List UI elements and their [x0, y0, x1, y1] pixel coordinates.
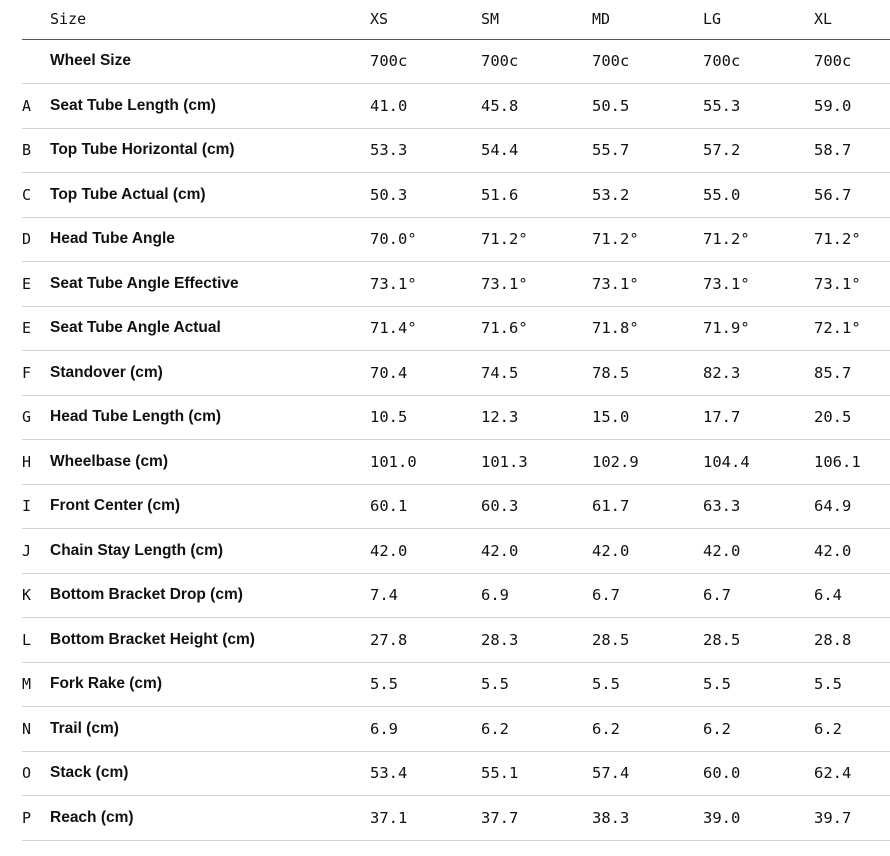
value-lg: 63.3: [703, 497, 741, 516]
value-xl: 42.0: [814, 541, 852, 560]
row-label: Bottom Bracket Height (cm): [50, 630, 255, 648]
header-row: [22, 0, 890, 39]
value-xl: 85.7: [814, 363, 852, 382]
table-row: [22, 128, 890, 173]
header-size-sm: SM: [481, 0, 592, 39]
value-xs: 7.4: [370, 586, 398, 605]
value-md: 55.7: [592, 141, 630, 160]
value-md: 42.0: [592, 541, 630, 560]
value-xl: 56.7: [814, 185, 852, 204]
value-sm: 700c: [481, 52, 519, 71]
row-letter: B: [22, 141, 32, 160]
value-xs: 6.9: [370, 719, 398, 738]
value-xs: 41.0: [370, 96, 408, 115]
table-row: [22, 84, 890, 129]
value-md: 78.5: [592, 363, 630, 382]
row-label: Wheelbase (cm): [50, 452, 169, 470]
row-letter: D: [22, 230, 32, 249]
value-lg: 5.5: [703, 675, 731, 694]
row-label: Front Center (cm): [50, 497, 181, 515]
value-md: 15.0: [592, 408, 630, 427]
value-lg: 17.7: [703, 408, 741, 427]
value-md: 61.7: [592, 497, 630, 516]
value-md: 57.4: [592, 764, 630, 783]
row-label: Wheel Size: [50, 52, 131, 70]
value-xs: 53.4: [370, 764, 408, 783]
value-md: 50.5: [592, 96, 630, 115]
value-md: 73.1°: [592, 274, 639, 293]
table-row: [22, 173, 890, 218]
value-md: 53.2: [592, 185, 630, 204]
row-letter: C: [22, 185, 32, 204]
value-sm: 37.7: [481, 808, 519, 827]
value-lg: 700c: [703, 52, 741, 71]
row-letter: A: [22, 96, 32, 115]
row-letter: H: [22, 452, 32, 471]
value-sm: 51.6: [481, 185, 519, 204]
header-size-label: Size: [50, 0, 370, 39]
value-sm: 101.3: [481, 452, 528, 471]
value-xl: 71.2°: [814, 230, 861, 249]
row-letter: O: [22, 764, 32, 783]
row-label: Stack (cm): [50, 764, 129, 782]
value-xl: 20.5: [814, 408, 852, 427]
header-size-lg: LG: [703, 0, 814, 39]
value-md: 6.7: [592, 586, 620, 605]
table-row: [22, 395, 890, 440]
table-row: [22, 796, 890, 841]
value-md: 5.5: [592, 675, 620, 694]
row-label: Reach (cm): [50, 808, 134, 826]
row-letter: E: [22, 319, 32, 338]
row-letter: F: [22, 363, 32, 382]
value-xs: 70.4: [370, 363, 408, 382]
row-label: Seat Tube Length (cm): [50, 96, 216, 114]
value-sm: 60.3: [481, 497, 519, 516]
row-letter: P: [22, 808, 32, 827]
table-row: [22, 529, 890, 574]
table-row: [22, 573, 890, 618]
value-md: 28.5: [592, 630, 630, 649]
value-lg: 28.5: [703, 630, 741, 649]
table-row: [22, 440, 890, 485]
row-letter: L: [22, 630, 32, 649]
value-lg: 73.1°: [703, 274, 750, 293]
value-xl: 64.9: [814, 497, 852, 516]
value-sm: 54.4: [481, 141, 519, 160]
table-row: [22, 751, 890, 796]
row-letter: K: [22, 586, 32, 605]
table-row: [22, 662, 890, 707]
value-xl: 58.7: [814, 141, 852, 160]
value-xs: 37.1: [370, 808, 408, 827]
row-label: Seat Tube Angle Effective: [50, 274, 239, 292]
value-xs: 5.5: [370, 675, 398, 694]
row-letter: J: [22, 541, 32, 560]
table-row: [22, 39, 890, 84]
row-letter: N: [22, 719, 32, 738]
value-sm: 74.5: [481, 363, 519, 382]
value-xs: 71.4°: [370, 319, 417, 338]
value-lg: 71.9°: [703, 319, 750, 338]
value-md: 71.2°: [592, 230, 639, 249]
row-label: Fork Rake (cm): [50, 675, 162, 693]
value-lg: 39.0: [703, 808, 741, 827]
row-label: Standover (cm): [50, 363, 163, 381]
value-xs: 70.0°: [370, 230, 417, 249]
header-size-xl: XL: [814, 0, 890, 39]
value-lg: 55.0: [703, 185, 741, 204]
header-letter-cell: [22, 0, 50, 39]
value-lg: 6.2: [703, 719, 731, 738]
value-xs: 53.3: [370, 141, 408, 160]
row-letter: M: [22, 675, 32, 694]
value-xs: 700c: [370, 52, 408, 71]
value-xl: 62.4: [814, 764, 852, 783]
value-xs: 73.1°: [370, 274, 417, 293]
value-sm: 42.0: [481, 541, 519, 560]
table-row: [22, 262, 890, 307]
value-sm: 71.2°: [481, 230, 528, 249]
row-label: Head Tube Length (cm): [50, 408, 222, 426]
value-sm: 6.9: [481, 586, 509, 605]
value-xl: 28.8: [814, 630, 852, 649]
value-xs: 27.8: [370, 630, 408, 649]
value-sm: 12.3: [481, 408, 519, 427]
value-md: 6.2: [592, 719, 620, 738]
header-size-md: MD: [592, 0, 703, 39]
row-label: Top Tube Actual (cm): [50, 185, 206, 203]
value-lg: 104.4: [703, 452, 750, 471]
row-label: Trail (cm): [50, 719, 119, 737]
row-label: Top Tube Horizontal (cm): [50, 141, 235, 159]
value-xs: 10.5: [370, 408, 408, 427]
geometry-table-body: [22, 39, 890, 840]
table-row: [22, 306, 890, 351]
value-md: 700c: [592, 52, 630, 71]
value-xl: 39.7: [814, 808, 852, 827]
value-sm: 6.2: [481, 719, 509, 738]
value-xs: 101.0: [370, 452, 417, 471]
value-xl: 73.1°: [814, 274, 861, 293]
table-row: [22, 484, 890, 529]
table-row: [22, 351, 890, 396]
value-lg: 71.2°: [703, 230, 750, 249]
value-sm: 73.1°: [481, 274, 528, 293]
value-lg: 6.7: [703, 586, 731, 605]
value-xl: 59.0: [814, 96, 852, 115]
value-sm: 28.3: [481, 630, 519, 649]
value-lg: 60.0: [703, 764, 741, 783]
value-sm: 71.6°: [481, 319, 528, 338]
value-xl: 6.2: [814, 719, 842, 738]
row-label: Chain Stay Length (cm): [50, 541, 224, 559]
value-sm: 5.5: [481, 675, 509, 694]
value-xs: 50.3: [370, 185, 408, 204]
table-row: [22, 217, 890, 262]
value-xl: 6.4: [814, 586, 842, 605]
row-letter: [22, 39, 50, 84]
table-row: [22, 707, 890, 752]
row-letter: G: [22, 408, 32, 427]
value-md: 38.3: [592, 808, 630, 827]
value-xs: 42.0: [370, 541, 408, 560]
value-xl: 72.1°: [814, 319, 861, 338]
row-letter: E: [22, 274, 32, 293]
table-row: [22, 618, 890, 663]
value-xl: 5.5: [814, 675, 842, 694]
row-letter: I: [22, 497, 32, 516]
row-label: Seat Tube Angle Actual: [50, 319, 221, 337]
value-sm: 55.1: [481, 764, 519, 783]
value-md: 71.8°: [592, 319, 639, 338]
value-md: 102.9: [592, 452, 639, 471]
row-label: Bottom Bracket Drop (cm): [50, 586, 243, 604]
value-xl: 106.1: [814, 452, 861, 471]
geometry-table: [22, 0, 890, 841]
value-sm: 45.8: [481, 96, 519, 115]
value-lg: 42.0: [703, 541, 741, 560]
value-xs: 60.1: [370, 497, 408, 516]
value-lg: 55.3: [703, 96, 741, 115]
value-xl: 700c: [814, 52, 852, 71]
header-size-xs: XS: [370, 0, 481, 39]
value-lg: 57.2: [703, 141, 741, 160]
value-lg: 82.3: [703, 363, 741, 382]
row-label: Head Tube Angle: [50, 230, 175, 248]
